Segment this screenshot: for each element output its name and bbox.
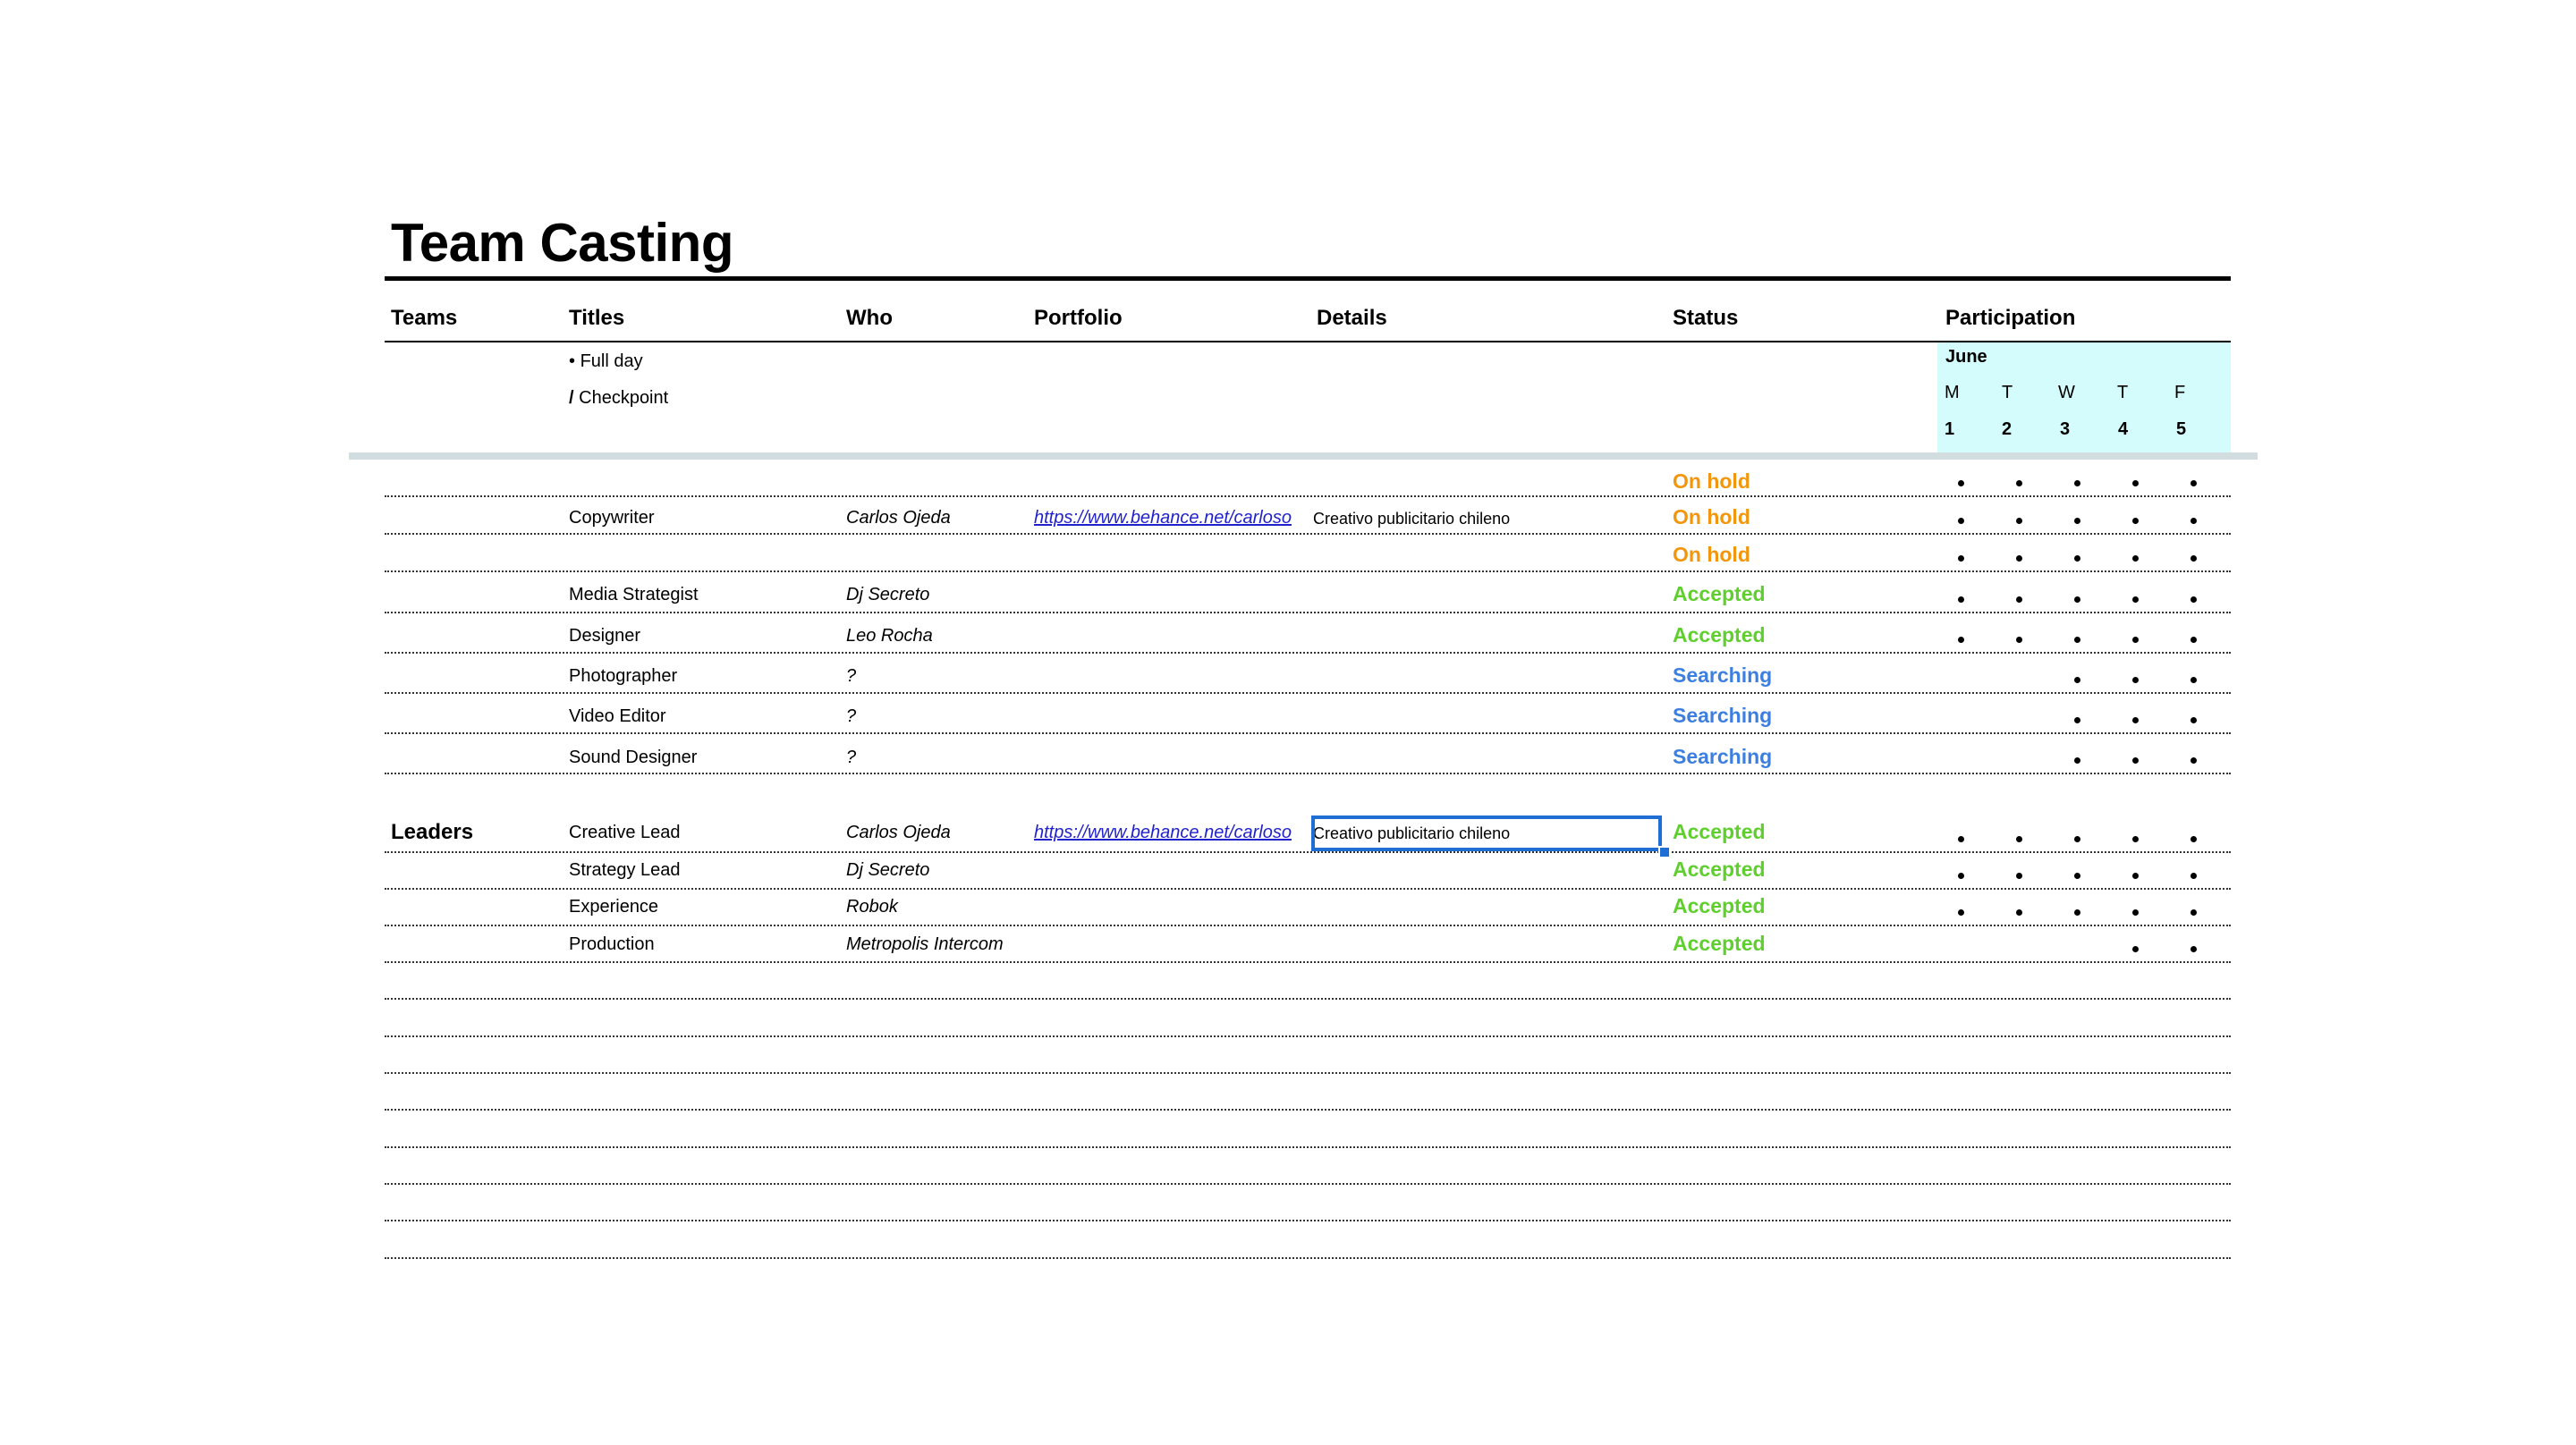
full-day-dot[interactable] bbox=[2074, 555, 2080, 562]
legend-label: Checkpoint bbox=[579, 388, 669, 408]
status-badge[interactable]: Accepted bbox=[1673, 894, 1766, 917]
full-day-dot[interactable] bbox=[2132, 637, 2139, 643]
cell-fill-handle[interactable] bbox=[1658, 846, 1671, 858]
row-divider bbox=[385, 692, 2231, 694]
date-label: 3 bbox=[2060, 419, 2071, 439]
full-day-dot[interactable] bbox=[2190, 909, 2197, 916]
full-day-dot[interactable] bbox=[2016, 596, 2022, 603]
date-label: 4 bbox=[2118, 419, 2129, 439]
full-day-dot[interactable] bbox=[2074, 873, 2080, 879]
row-divider bbox=[385, 570, 2231, 572]
status-badge[interactable]: Searching bbox=[1673, 745, 1773, 768]
row-divider bbox=[385, 925, 2231, 926]
header-titles[interactable]: Titles bbox=[569, 306, 625, 330]
full-day-dot[interactable] bbox=[2132, 836, 2139, 842]
full-day-dot[interactable] bbox=[1958, 836, 1964, 842]
full-day-dot[interactable] bbox=[2132, 480, 2139, 486]
full-day-dot[interactable] bbox=[2190, 757, 2197, 764]
role-title[interactable]: Media Strategist bbox=[569, 585, 699, 604]
status-badge[interactable]: On hold bbox=[1673, 469, 1750, 493]
full-day-dot[interactable] bbox=[2190, 677, 2197, 683]
person-name[interactable]: ? bbox=[846, 748, 857, 767]
role-title[interactable]: Creative Lead bbox=[569, 823, 681, 842]
status-badge[interactable]: On hold bbox=[1673, 505, 1750, 528]
person-name[interactable]: ? bbox=[846, 666, 857, 686]
weekday-label: F bbox=[2174, 383, 2186, 402]
team-name[interactable]: Leaders bbox=[391, 820, 474, 844]
full-day-dot[interactable] bbox=[2190, 873, 2197, 879]
person-name[interactable]: ? bbox=[846, 706, 857, 726]
role-title[interactable]: Strategy Lead bbox=[569, 860, 681, 880]
full-day-dot[interactable] bbox=[2132, 518, 2139, 524]
header-who[interactable]: Who bbox=[846, 306, 893, 330]
person-name[interactable]: Dj Secreto bbox=[846, 585, 930, 604]
date-label: 1 bbox=[1945, 419, 1955, 439]
full-day-dot[interactable] bbox=[2016, 480, 2022, 486]
role-title[interactable]: Designer bbox=[569, 626, 641, 646]
header-status[interactable]: Status bbox=[1673, 306, 1739, 330]
month-label: June bbox=[1945, 347, 1987, 367]
legend-full-day[interactable] bbox=[569, 349, 643, 374]
legend-checkpoint[interactable] bbox=[569, 385, 668, 410]
full-day-dot[interactable] bbox=[2074, 677, 2080, 683]
full-day-dot[interactable] bbox=[2132, 873, 2139, 879]
empty-row-divider bbox=[385, 998, 2231, 1000]
weekday-label: W bbox=[2058, 383, 2075, 402]
page-title: Team Casting bbox=[391, 213, 733, 273]
selected-cell-outline[interactable] bbox=[1311, 815, 1662, 851]
status-badge[interactable]: Accepted bbox=[1673, 820, 1766, 843]
full-day-dot[interactable] bbox=[2074, 518, 2080, 524]
full-day-dot[interactable] bbox=[2132, 757, 2139, 764]
full-day-dot[interactable] bbox=[2016, 909, 2022, 916]
legend-symbol: / bbox=[569, 388, 574, 408]
date-label: 2 bbox=[2002, 419, 2012, 439]
full-day-dot[interactable] bbox=[2074, 480, 2080, 486]
weekday-label: T bbox=[2117, 383, 2129, 402]
status-badge[interactable]: On hold bbox=[1673, 543, 1750, 566]
full-day-dot[interactable] bbox=[2132, 717, 2139, 723]
portfolio-link[interactable]: https://www.behance.net/carloso bbox=[1034, 508, 1292, 528]
details-cell[interactable]: Creativo publicitario chileno bbox=[1313, 510, 1511, 528]
person-name[interactable]: Carlos Ojeda bbox=[846, 508, 951, 528]
person-name[interactable]: Carlos Ojeda bbox=[846, 823, 951, 842]
full-day-dot[interactable] bbox=[1958, 555, 1964, 562]
full-day-dot[interactable] bbox=[2132, 677, 2139, 683]
status-badge[interactable]: Searching bbox=[1673, 663, 1773, 687]
full-day-dot[interactable] bbox=[2016, 637, 2022, 643]
empty-row-divider bbox=[385, 1220, 2231, 1221]
full-day-dot[interactable] bbox=[2074, 596, 2080, 603]
full-day-dot[interactable] bbox=[2190, 637, 2197, 643]
person-name[interactable]: Metropolis Intercom bbox=[846, 934, 1004, 954]
status-badge[interactable]: Accepted bbox=[1673, 932, 1766, 955]
status-badge[interactable]: Accepted bbox=[1673, 582, 1766, 605]
row-divider bbox=[385, 652, 2231, 654]
full-day-dot[interactable] bbox=[1958, 873, 1964, 879]
full-day-dot[interactable] bbox=[2074, 757, 2080, 764]
empty-row-divider bbox=[385, 1072, 2231, 1074]
status-badge[interactable]: Accepted bbox=[1673, 858, 1766, 881]
full-day-dot[interactable] bbox=[1958, 518, 1964, 524]
full-day-dot[interactable] bbox=[2190, 717, 2197, 723]
person-name[interactable]: Leo Rocha bbox=[846, 626, 933, 646]
full-day-dot[interactable] bbox=[2190, 596, 2197, 603]
row-divider bbox=[385, 773, 2231, 774]
section-separator bbox=[349, 452, 2258, 460]
person-name[interactable]: Robok bbox=[846, 897, 898, 917]
legend-label: Full day bbox=[580, 351, 643, 371]
row-divider bbox=[385, 961, 2231, 963]
title-rule bbox=[385, 276, 2231, 281]
full-day-dot[interactable] bbox=[2132, 596, 2139, 603]
row-divider bbox=[385, 851, 2231, 853]
full-day-dot[interactable] bbox=[2190, 946, 2197, 952]
full-day-dot[interactable] bbox=[1958, 480, 1964, 486]
weekday-label: T bbox=[2002, 383, 2013, 402]
header-portfolio[interactable]: Portfolio bbox=[1034, 306, 1123, 330]
row-divider bbox=[385, 533, 2231, 535]
header-details[interactable]: Details bbox=[1317, 306, 1387, 330]
full-day-dot[interactable] bbox=[2016, 555, 2022, 562]
full-day-dot[interactable] bbox=[2190, 518, 2197, 524]
full-day-dot[interactable] bbox=[1958, 596, 1964, 603]
role-title[interactable]: Sound Designer bbox=[569, 748, 698, 767]
role-title[interactable]: Production bbox=[569, 934, 655, 954]
full-day-dot[interactable] bbox=[1958, 909, 1964, 916]
empty-row-divider bbox=[385, 1257, 2231, 1259]
full-day-dot[interactable] bbox=[2074, 836, 2080, 842]
role-title[interactable]: Photographer bbox=[569, 666, 678, 686]
weekday-label: M bbox=[1945, 383, 1960, 402]
full-day-dot[interactable] bbox=[2074, 909, 2080, 916]
full-day-dot[interactable] bbox=[2016, 518, 2022, 524]
full-day-dot[interactable] bbox=[1958, 637, 1964, 643]
empty-row-divider bbox=[385, 1035, 2231, 1037]
row-divider bbox=[385, 888, 2231, 890]
empty-row-divider bbox=[385, 1109, 2231, 1111]
date-label: 5 bbox=[2176, 419, 2187, 439]
legend-symbol: • bbox=[569, 351, 576, 371]
role-title[interactable]: Experience bbox=[569, 897, 659, 917]
full-day-dot[interactable] bbox=[2132, 909, 2139, 916]
role-title[interactable]: Video Editor bbox=[569, 706, 666, 726]
row-divider bbox=[385, 495, 2231, 497]
header-teams[interactable]: Teams bbox=[391, 306, 458, 330]
header-participation[interactable]: Participation bbox=[1945, 306, 2076, 330]
details-cell[interactable]: Creativo publicitario chileno bbox=[1313, 824, 1511, 842]
portfolio-link[interactable]: https://www.behance.net/carloso bbox=[1034, 823, 1292, 842]
empty-row-divider bbox=[385, 1183, 2231, 1185]
role-title[interactable]: Copywriter bbox=[569, 508, 655, 528]
status-badge[interactable]: Accepted bbox=[1673, 623, 1766, 646]
full-day-dot[interactable] bbox=[2190, 480, 2197, 486]
row-divider bbox=[385, 612, 2231, 613]
row-divider bbox=[385, 732, 2231, 734]
full-day-dot[interactable] bbox=[2016, 873, 2022, 879]
full-day-dot[interactable] bbox=[2074, 637, 2080, 643]
person-name[interactable]: Dj Secreto bbox=[846, 860, 930, 880]
empty-row-divider bbox=[385, 1146, 2231, 1148]
full-day-dot[interactable] bbox=[2190, 555, 2197, 562]
full-day-dot[interactable] bbox=[2132, 555, 2139, 562]
full-day-dot[interactable] bbox=[2190, 836, 2197, 842]
status-badge[interactable]: Searching bbox=[1673, 704, 1773, 727]
full-day-dot[interactable] bbox=[2074, 717, 2080, 723]
full-day-dot[interactable] bbox=[2132, 946, 2139, 952]
full-day-dot[interactable] bbox=[2016, 836, 2022, 842]
